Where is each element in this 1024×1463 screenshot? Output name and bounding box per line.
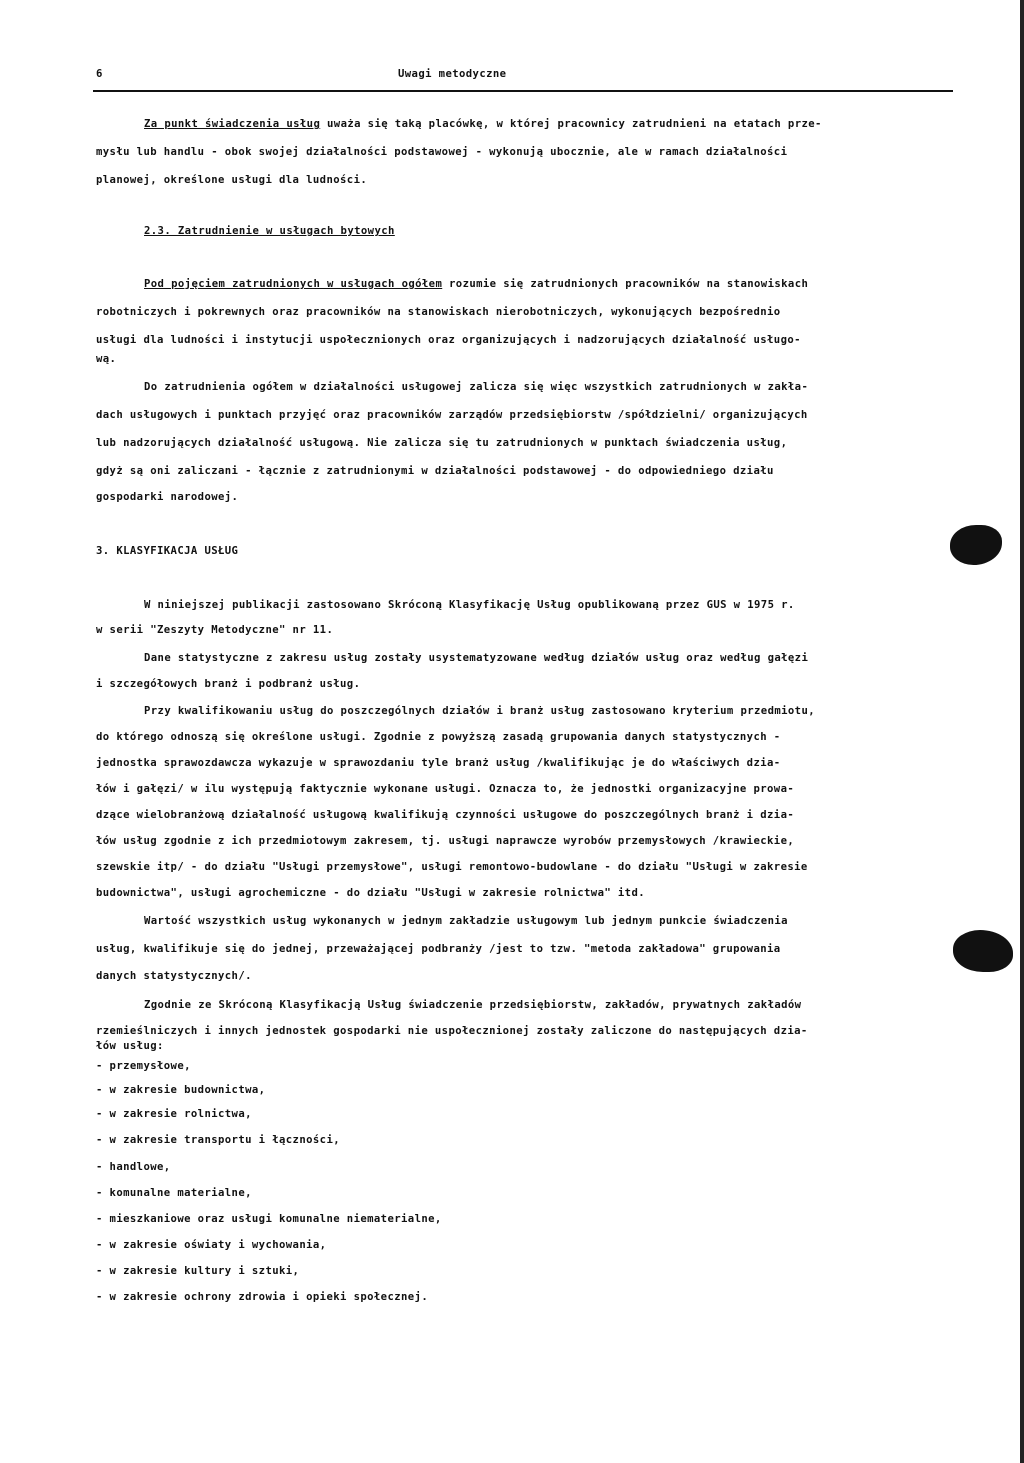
intro-text: uważa się taką placówkę, w której pracownicy zatrudnieni na etatach prze-	[320, 118, 822, 130]
s23-p1-line-2: robotniczych i pokrewnych oraz pracowników na stanowiskach nierobotniczych, wykonujących bezpośrednio	[96, 306, 781, 318]
s3-line-13: Wartość wszystkich usług wykonanych w jednym zakładzie usługowym lub jednym punkcie świadczenia	[144, 915, 788, 927]
s3-line-4: i szczegółowych branż i podbranż usług.	[96, 678, 361, 690]
s23-p1-line-4: wą.	[96, 353, 117, 365]
list-item: - przemysłowe,	[96, 1060, 191, 1072]
running-header: Uwagi metodyczne	[398, 68, 507, 80]
defined-term: Za punkt świadczenia usług	[144, 118, 321, 130]
s3-line-9: dzące wielobranżową działalność usługową kwalifikują czynności usługowe do poszczególnych branż i dzia-	[96, 809, 795, 821]
section-heading-3: 3. KLASYFIKACJA USŁUG	[96, 545, 239, 557]
list-item: - mieszkaniowe oraz usługi komunalne niematerialne,	[96, 1213, 442, 1225]
s23-p1-text: rozumie się zatrudnionych pracowników na stanowiskach	[442, 278, 809, 290]
list-item: - w zakresie oświaty i wychowania,	[96, 1239, 327, 1251]
s23-p1-line-3: usługi dla ludności i instytucji uspołecznionych oraz organizujących i nadzorujących działalność usługo-	[96, 334, 801, 346]
s3-line-6: do którego odnoszą się określone usługi. Zgodnie z powyższą zasadą grupowania danych statystycznych -	[96, 731, 781, 743]
binding-hole-mark	[953, 930, 1013, 972]
s3-line-11: szewskie itp/ - do działu "Usługi przemysłowe", usługi remontowo-budowlane - do działu "Usługi w zakresie	[96, 861, 808, 873]
list-item: - w zakresie budownictwa,	[96, 1084, 266, 1096]
scan-edge	[1020, 0, 1024, 1463]
s23-p2-line-3: lub nadzorujących działalność usługową. Nie zalicza się tu zatrudnionych w punktach świadczenia usług,	[96, 437, 788, 449]
list-item: - w zakresie kultury i sztuki,	[96, 1265, 300, 1277]
s3-line-16: Zgodnie ze Skróconą Klasyfikacją Usług świadczenie przedsiębiorstw, zakładów, prywatnych zakładów	[144, 999, 802, 1011]
s3-line-7: jednostka sprawozdawcza wykazuje w sprawozdaniu tyle branż usług /kwalifikując je do właściwych dzia-	[96, 757, 781, 769]
s3-line-8: łów i gałęzi/ w ilu występują faktycznie wykonane usługi. Oznacza to, że jednostki organizacyjne prowa-	[96, 783, 795, 795]
section-heading-2-3: 2.3. Zatrudnienie w usługach bytowych	[144, 225, 395, 237]
list-item: - w zakresie rolnictwa,	[96, 1108, 252, 1120]
list-item: - handlowe,	[96, 1161, 171, 1173]
s23-p2-line-1: Do zatrudnienia ogółem w działalności usługowej zalicza się więc wszystkich zatrudnionych w zakła-	[144, 381, 809, 393]
s3-line-12: budownictwa", usługi agrochemiczne - do działu "Usługi w zakresie rolnictwa" itd.	[96, 887, 646, 899]
s23-p2-line-5: gospodarki narodowej.	[96, 491, 239, 503]
header-rule	[93, 90, 953, 92]
s3-line-17: rzemieślniczych i innych jednostek gospodarki nie uspołecznionej zostały zaliczone do następujących dzia-	[96, 1025, 808, 1037]
s3-line-2: w serii "Zeszyty Metodyczne" nr 11.	[96, 624, 334, 636]
list-item: - w zakresie transportu i łączności,	[96, 1134, 341, 1146]
s23-p2-line-2: dach usługowych i punktach przyjęć oraz pracowników zarządów przedsiębiorstw /spółdzielni/ organizujących	[96, 409, 808, 421]
s23-p2-line-4: gdyż są oni zaliczani - łącznie z zatrudnionymi w działalności podstawowej - do odpowiedniego działu	[96, 465, 774, 477]
intro-line-1	[144, 118, 822, 130]
intro-line-2: mysłu lub handlu - obok swojej działalności podstawowej - wykonują ubocznie, ale w ramach działalności	[96, 146, 788, 158]
binding-hole-mark	[950, 525, 1002, 565]
defined-term: Pod pojęciem zatrudnionych w usługach ogółem	[144, 278, 443, 290]
s3-line-3: Dane statystyczne z zakresu usług zostały usystematyzowane według działów usług oraz według gałęzi	[144, 652, 809, 664]
s3-line-15: danych statystycznych/.	[96, 970, 252, 982]
s3-line-18: łów usług:	[96, 1040, 164, 1052]
list-item: - w zakresie ochrony zdrowia i opieki społecznej.	[96, 1291, 429, 1303]
intro-line-3: planowej, określone usługi dla ludności.	[96, 174, 368, 186]
s3-line-10: łów usług zgodnie z ich przedmiotowym zakresem, tj. usługi naprawcze wyrobów przemysłowych /krawieckie,	[96, 835, 795, 847]
s3-line-1: W niniejszej publikacji zastosowano Skróconą Klasyfikację Usług opublikowaną przez GUS w 1975 r.	[144, 599, 795, 611]
page-number: 6	[96, 68, 103, 80]
s3-line-14: usług, kwalifikuje się do jednej, przeważającej podbranży /jest to tzw. "metoda zakładowa" grupowania	[96, 943, 781, 955]
list-item: - komunalne materialne,	[96, 1187, 252, 1199]
s23-p1-line-1	[144, 278, 808, 290]
s3-line-5: Przy kwalifikowaniu usług do poszczególnych działów i branż usług zastosowano kryterium przedmiotu,	[144, 705, 816, 717]
